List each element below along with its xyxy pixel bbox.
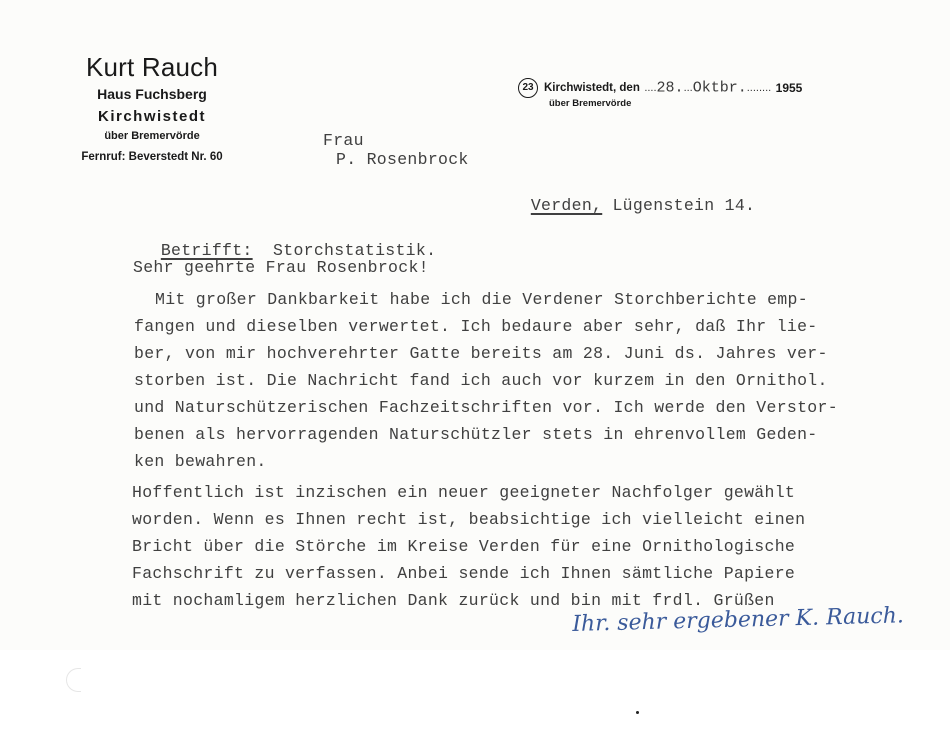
dots-separator: ........ [746,82,772,94]
body-line: fangen und dieselben verwertet. Ich bedaure aber sehr, daß Ihr lie- [134,317,818,336]
handwritten-signature: Ihr. sehr ergebener K. Rauch. [572,603,905,637]
dateline-place: Kirchwistedt, den [544,82,640,94]
body-line: Hoffentlich ist inzischen ein neuer geeigneter Nachfolger gewählt [132,483,796,502]
scan-background [0,650,950,741]
recipient-name: P. Rosenbrock [336,150,469,169]
letterhead [62,52,242,166]
date-month: Oktbr. [692,79,747,97]
letterhead-name: Kurt Rauch [85,52,219,82]
body-line: ken bewahren. [134,452,267,471]
body-line: Fachschrift zu verfassen. Anbei sende ich Ihnen sämtliche Papiere [132,564,796,583]
body-line: Bricht über die Störche im Kreise Verden für eine Ornithologische [132,537,796,556]
recipient-title: Frau [323,131,364,150]
subject-label: Betrifft: [160,241,253,260]
letterhead-house: Haus Fuchsberg [97,86,207,102]
dateline-via: über Bremervörde [549,98,632,109]
dots-separator: ... [683,82,693,94]
recipient-city: Verden, [530,196,603,215]
greeting: Sehr geehrte Frau Rosenbrock! [133,258,429,277]
dots-separator: .... [644,82,657,94]
body-line: storben ist. Die Nachricht fand ich auch vor kurzem in den Ornithol. [134,371,828,390]
body-line: worden. Wenn es Ihnen recht ist, beabsichtige ich vielleicht einen [132,510,806,529]
postal-zone-badge: 23 [518,78,538,98]
recipient-street: Lügenstein 14. [612,196,756,215]
body-line: Mit großer Dankbarkeit habe ich die Verdener Storchberichte emp- [155,290,808,309]
body-line: benen als hervorragenden Naturschützler stets in ehrenvollem Geden- [134,425,818,444]
date-year: 1955 [775,81,803,95]
dateline [518,78,802,98]
body-line: mit nochamligem herzlichen Dank zurück und bin mit frdl. Grüßen [132,591,775,610]
date-day: 28. [656,79,684,97]
letterhead-town: Kirchwistedt [97,108,206,125]
dust-speck [636,711,639,714]
letterhead-phone: Fernruf: Beverstedt Nr. 60 [81,151,223,163]
body-line: ber, von mir hochverehrter Gatte bereits am 28. Juni ds. Jahres ver- [134,344,828,363]
letterhead-via: über Bremervörde [104,130,200,142]
subject-text: Storchstatistik. [273,241,437,260]
body-line: und Naturschützerischen Fachzeitschriften vor. Ich werde den Verstor- [134,398,838,417]
